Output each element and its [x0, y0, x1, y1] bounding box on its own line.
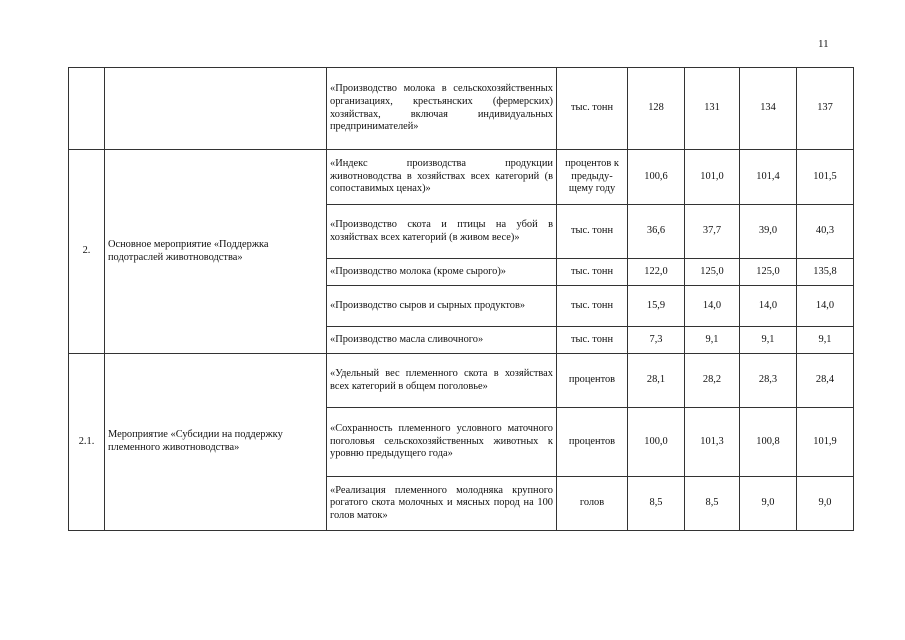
- unit-cell: процентов к предыду-щему году: [557, 150, 628, 205]
- event-cell: [105, 68, 327, 150]
- unit-cell: тыс. тонн: [557, 68, 628, 150]
- unit-cell: тыс. тонн: [557, 205, 628, 259]
- value-cell: 125,0: [685, 259, 740, 286]
- value-cell: 134: [740, 68, 797, 150]
- row-number-cell: 2.1.: [69, 354, 105, 531]
- value-cell: 101,9: [797, 408, 854, 477]
- value-cell: 40,3: [797, 205, 854, 259]
- value-cell: 9,1: [797, 327, 854, 354]
- table-row: [69, 354, 854, 408]
- value-cell: 9,0: [740, 477, 797, 531]
- indicator-cell: «Сохранность племенного условного маточного поголовья сельскохозяйственных животных к уровню предыдущего года»: [327, 408, 557, 477]
- value-cell: 100,0: [628, 408, 685, 477]
- indicator-cell: «Производство сыров и сырных продуктов»: [327, 286, 557, 327]
- value-cell: 14,0: [685, 286, 740, 327]
- value-cell: 101,0: [685, 150, 740, 205]
- value-cell: 9,1: [685, 327, 740, 354]
- value-cell: 9,0: [797, 477, 854, 531]
- unit-cell: тыс. тонн: [557, 259, 628, 286]
- value-cell: 28,1: [628, 354, 685, 408]
- unit-cell: процентов: [557, 408, 628, 477]
- value-cell: 101,4: [740, 150, 797, 205]
- unit-cell: тыс. тонн: [557, 327, 628, 354]
- indicator-cell: «Производство молока в сельскохозяйственных организациях, крестьянских (фермерских) хозяйствах, включая индивидуальных предпринимателей»: [327, 68, 557, 150]
- indicator-cell: «Индекс производства продукции животноводства в хозяйствах всех категорий (в сопоставимых ценах)»: [327, 150, 557, 205]
- indicator-cell: «Производство масла сливочного»: [327, 327, 557, 354]
- value-cell: 8,5: [628, 477, 685, 531]
- page-number: 11: [818, 38, 829, 50]
- value-cell: 122,0: [628, 259, 685, 286]
- value-cell: 8,5: [685, 477, 740, 531]
- value-cell: 135,8: [797, 259, 854, 286]
- value-cell: 9,1: [740, 327, 797, 354]
- value-cell: 28,4: [797, 354, 854, 408]
- table-row: [69, 150, 854, 205]
- value-cell: 28,2: [685, 354, 740, 408]
- value-cell: 36,6: [628, 205, 685, 259]
- indicator-cell: «Производство молока (кроме сырого)»: [327, 259, 557, 286]
- event-cell: Основное мероприятие «Поддержка подотраслей животноводства»: [105, 150, 327, 354]
- indicator-cell: «Удельный вес племенного скота в хозяйствах всех категорий в общем поголовье»: [327, 354, 557, 408]
- value-cell: 39,0: [740, 205, 797, 259]
- value-cell: 100,6: [628, 150, 685, 205]
- value-cell: 28,3: [740, 354, 797, 408]
- value-cell: 125,0: [740, 259, 797, 286]
- value-cell: 128: [628, 68, 685, 150]
- value-cell: 101,3: [685, 408, 740, 477]
- value-cell: 131: [685, 68, 740, 150]
- value-cell: 137: [797, 68, 854, 150]
- row-number-cell: [69, 68, 105, 150]
- row-number-cell: 2.: [69, 150, 105, 354]
- value-cell: 7,3: [628, 327, 685, 354]
- event-cell: Мероприятие «Субсидии на поддержку племенного животноводства»: [105, 354, 327, 531]
- value-cell: 37,7: [685, 205, 740, 259]
- indicators-table: [68, 67, 854, 531]
- unit-cell: процентов: [557, 354, 628, 408]
- value-cell: 14,0: [740, 286, 797, 327]
- unit-cell: голов: [557, 477, 628, 531]
- table-row: [69, 68, 854, 150]
- indicator-cell: «Реализация племенного молодняка крупного рогатого скота молочных и мясных пород на 100 голов маток»: [327, 477, 557, 531]
- value-cell: 101,5: [797, 150, 854, 205]
- value-cell: 100,8: [740, 408, 797, 477]
- value-cell: 14,0: [797, 286, 854, 327]
- unit-cell: тыс. тонн: [557, 286, 628, 327]
- value-cell: 15,9: [628, 286, 685, 327]
- indicator-cell: «Производство скота и птицы на убой в хозяйствах всех категорий (в живом весе)»: [327, 205, 557, 259]
